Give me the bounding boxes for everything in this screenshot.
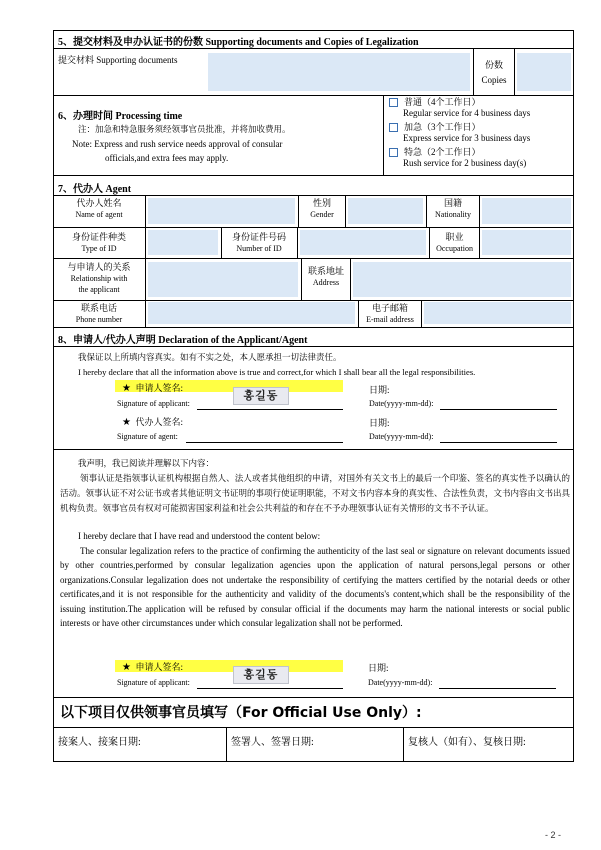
page-number: - 2 -: [545, 830, 562, 840]
applicant-sign-en: Signature of applicant:: [117, 399, 190, 408]
applicant-date-line-2[interactable]: [439, 688, 556, 689]
gender-field[interactable]: [348, 198, 423, 224]
copies-label: 份数 Copies: [481, 60, 507, 85]
email-label: 电子邮箱 E-mail address: [366, 303, 414, 324]
id-type-label: 身份证件种类 Type of ID: [71, 232, 126, 253]
applicant-sign-cn: ★ 申请人签名:: [122, 383, 183, 394]
id-number-label: 身份证件号码 Number of ID: [231, 232, 286, 253]
agent-date-cn: 日期:: [369, 418, 390, 428]
official-receiver-label: 接案人、接案日期:: [58, 737, 141, 748]
statement-intro-cn: 我声明，我已阅读并理解以下内容：: [78, 458, 215, 468]
statement-body-en: The consular legalization refers to the practice of confirming the authenticity of the last seal or signature on relevant documents issued by other countries,performed by consular legalization agencies upon the application of natural persons,legal persons or other organizations.Consular legalization does not undertake the responsibility of certifying the matters certified by the notarial deeds or other certificates,and it is not responsible for the authenticity and validity of the documents's content,which shall be the responsibility of the issuing institution.The application will be refused by consular official if the documents may harm the national interests or social public interests or have other circumstances under which consular legalization shall not be performed.: [60, 546, 570, 629]
applicant-sign-en-2: Signature of applicant:: [117, 678, 190, 687]
applicant-sign-cn-2: ★ 申请人签名:: [122, 662, 183, 673]
section-5-header: 5、提交材料及申办认证书的份数 Supporting documents and Copies of Legalization: [58, 37, 419, 48]
applicant-date-cn: 日期:: [369, 385, 390, 395]
declaration-en: I hereby declare that all the information above is true and correct,for which I shall bear all the legal responsibilities.: [78, 367, 476, 377]
occupation-field[interactable]: [482, 230, 571, 255]
copies-field[interactable]: [517, 53, 571, 91]
nationality-label: 国籍 Nationality: [435, 198, 471, 219]
official-use-title: 以下项目仅供领事官员填写（For Official Use Only）:: [60, 705, 422, 721]
id-number-field[interactable]: [300, 230, 426, 255]
processing-note-cn: 注：加急和特急服务须经领事官员批准，并将加收费用。: [78, 124, 291, 134]
applicant-signature-image-2: 홍길동: [233, 666, 289, 684]
phone-label: 联系电话 Phone number: [75, 303, 123, 324]
option-rush[interactable]: 特急（2个工作日） Rush service for 2 business day(s): [389, 147, 569, 169]
agent-name-label: 代办人姓名 Name of agent: [75, 198, 123, 219]
processing-note-en-1: Note: Express and rush service needs approval of consular: [72, 139, 283, 149]
address-label: 联系地址 Address: [307, 266, 344, 287]
agent-sign-cn: ★ 代办人签名:: [122, 417, 183, 428]
gender-label: 性别 Gender: [310, 198, 334, 219]
supporting-docs-field[interactable]: [208, 53, 470, 91]
express-checkbox[interactable]: [389, 123, 398, 132]
section-8-header: 8、申请人/代办人声明 Declaration of the Applicant/Agent: [58, 335, 308, 346]
statement-intro-en: I hereby declare that I have read and understood the content below:: [78, 531, 321, 541]
option-express[interactable]: 加急（3个工作日） Express service for 3 business days: [389, 122, 569, 144]
official-reviewer-label: 复核人（如有）、复核日期:: [408, 737, 526, 748]
section-7-header: 7、代办人 Agent: [58, 184, 132, 195]
supporting-docs-label: 提交材料 Supporting documents: [58, 55, 178, 65]
processing-note-en-2: officials,and extra fees may apply.: [105, 153, 229, 163]
relationship-label: 与申请人的关系 Relationship with the applicant: [67, 262, 131, 294]
agent-sign-line[interactable]: [186, 442, 343, 443]
agent-date-en: Date(yyyy-mm-dd):: [369, 432, 434, 441]
agent-sign-en: Signature of agent:: [117, 432, 178, 441]
statement-body-cn: 领事认证是指领事认证机构根据自然人、法人或者其他组织的申请，对国外有关文书上的最后一个印鉴、签名的真实性予以确认的活动。领事认证不对公证书或者其他证明文书证明的事项行使证明职能，不对文书内容本身的真实性、合法性负责，文书内容由文书出具机构负责。领事官员有权对可能损害国家利益和社会公共利益的和存在不予办理领事认证有关情形的文书不予认证。: [60, 473, 571, 513]
regular-checkbox[interactable]: [389, 98, 398, 107]
applicant-date-line[interactable]: [440, 409, 557, 410]
phone-field[interactable]: [148, 302, 355, 324]
applicant-date-cn-2: 日期:: [368, 663, 389, 673]
applicant-date-en: Date(yyyy-mm-dd):: [369, 399, 434, 408]
applicant-signature-image: 홍길동: [233, 387, 289, 405]
applicant-date-en-2: Date(yyyy-mm-dd):: [368, 678, 433, 687]
agent-name-field[interactable]: [148, 198, 295, 224]
agent-date-line[interactable]: [440, 442, 557, 443]
rush-checkbox[interactable]: [389, 148, 398, 157]
address-field[interactable]: [353, 262, 571, 297]
option-regular[interactable]: 普通（4个工作日） Regular service for 4 business days: [389, 97, 569, 119]
official-signer-label: 签署人、签署日期:: [231, 737, 314, 748]
nationality-field[interactable]: [482, 198, 571, 224]
occupation-label: 职业 Occupation: [436, 232, 473, 253]
relationship-field[interactable]: [148, 262, 298, 297]
email-field[interactable]: [424, 302, 571, 324]
section-6-header: 6、办理时间 Processing time: [58, 111, 183, 122]
id-type-field[interactable]: [148, 230, 218, 255]
declaration-cn: 我保证以上所填内容真实。如有不实之处，本人愿承担一切法律责任。: [78, 352, 342, 362]
